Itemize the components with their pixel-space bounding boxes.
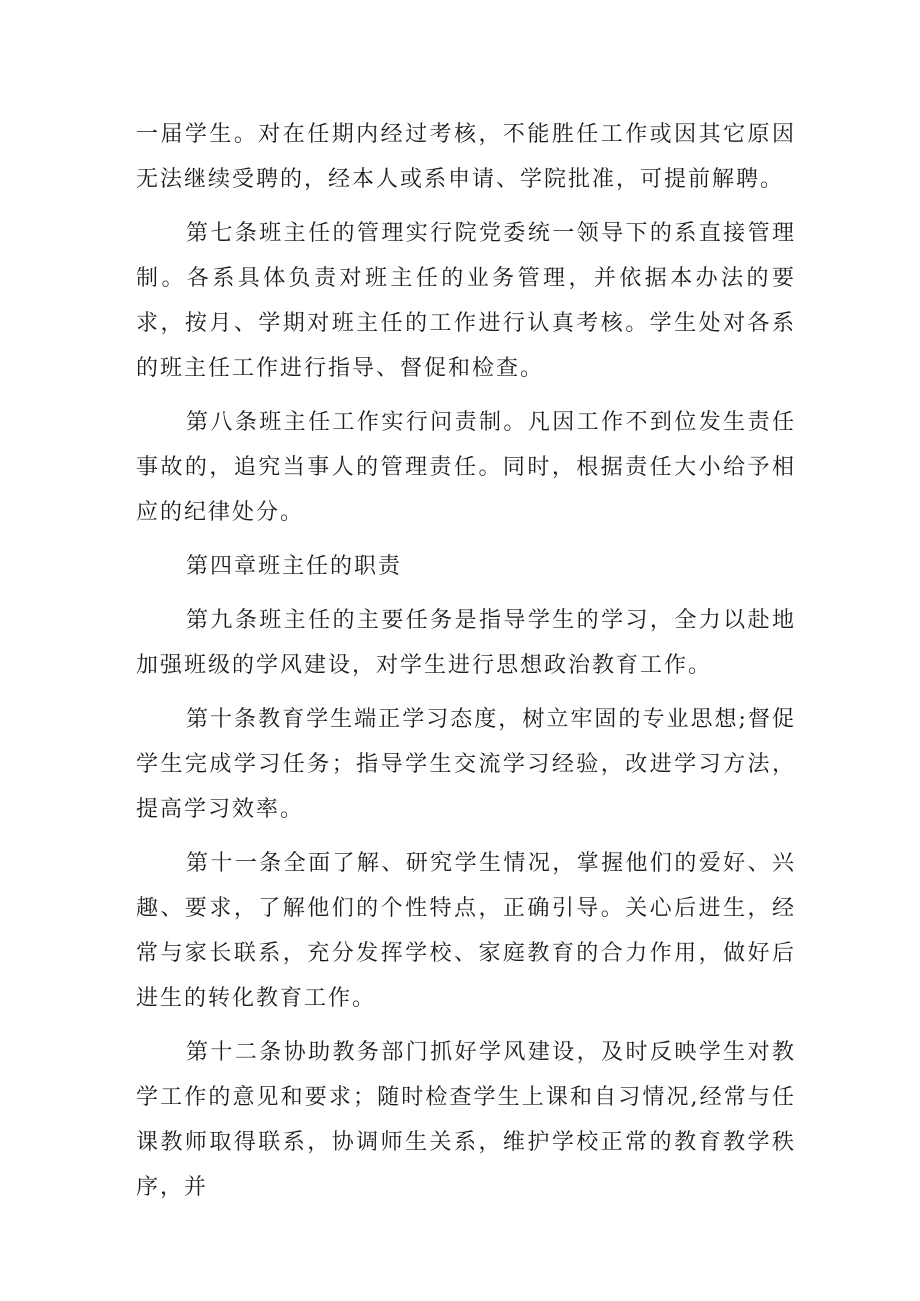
paragraph-article-7: 第七条班主任的管理实行院党委统一领导下的系直接管理制。各系具体负责对班主任的业务管理，并依据本办法的要求，按月、学期对班主任的工作进行认真考核。学生处对各系的班主任工作进行指导、督促和检查。 bbox=[136, 221, 796, 381]
paragraph-article-9: 第九条班主任的主要任务是指导学生的学习，全力以赴地加强班级的学风建设，对学生进行思想政治教育工作。 bbox=[136, 608, 796, 678]
paragraph-article-12: 第十二条协助教务部门抓好学风建设，及时反映学生对教学工作的意见和要求；随时检查学生上课和自习情况,经常与任课教师取得联系，协调师生关系，维护学校正常的教育教学秩序，并 bbox=[136, 1040, 796, 1200]
paragraph-article-8: 第八条班主任工作实行问责制。凡因工作不到位发生责任事故的，追究当事人的管理责任。同时，根据责任大小给予相应的纪律处分。 bbox=[136, 410, 796, 525]
document-body bbox=[136, 112, 796, 1219]
paragraph-continued: 一届学生。对在任期内经过考核，不能胜任工作或因其它原因无法继续受聘的，经本人或系申请、学院批准，可提前解聘。 bbox=[136, 122, 796, 192]
paragraph-article-10: 第十条教育学生端正学习态度，树立牢固的专业思想;督促学生完成学习任务；指导学生交流学习经验，改进学习方法，提高学习效率。 bbox=[136, 707, 796, 822]
chapter-heading: 第四章班主任的职责 bbox=[186, 554, 403, 579]
paragraph-article-11: 第十一条全面了解、研究学生情况，掌握他们的爱好、兴趣、要求，了解他们的个性特点，正确引导。关心后进生，经常与家长联系，充分发挥学校、家庭教育的合力作用，做好后进生的转化教育工作。 bbox=[136, 851, 796, 1011]
